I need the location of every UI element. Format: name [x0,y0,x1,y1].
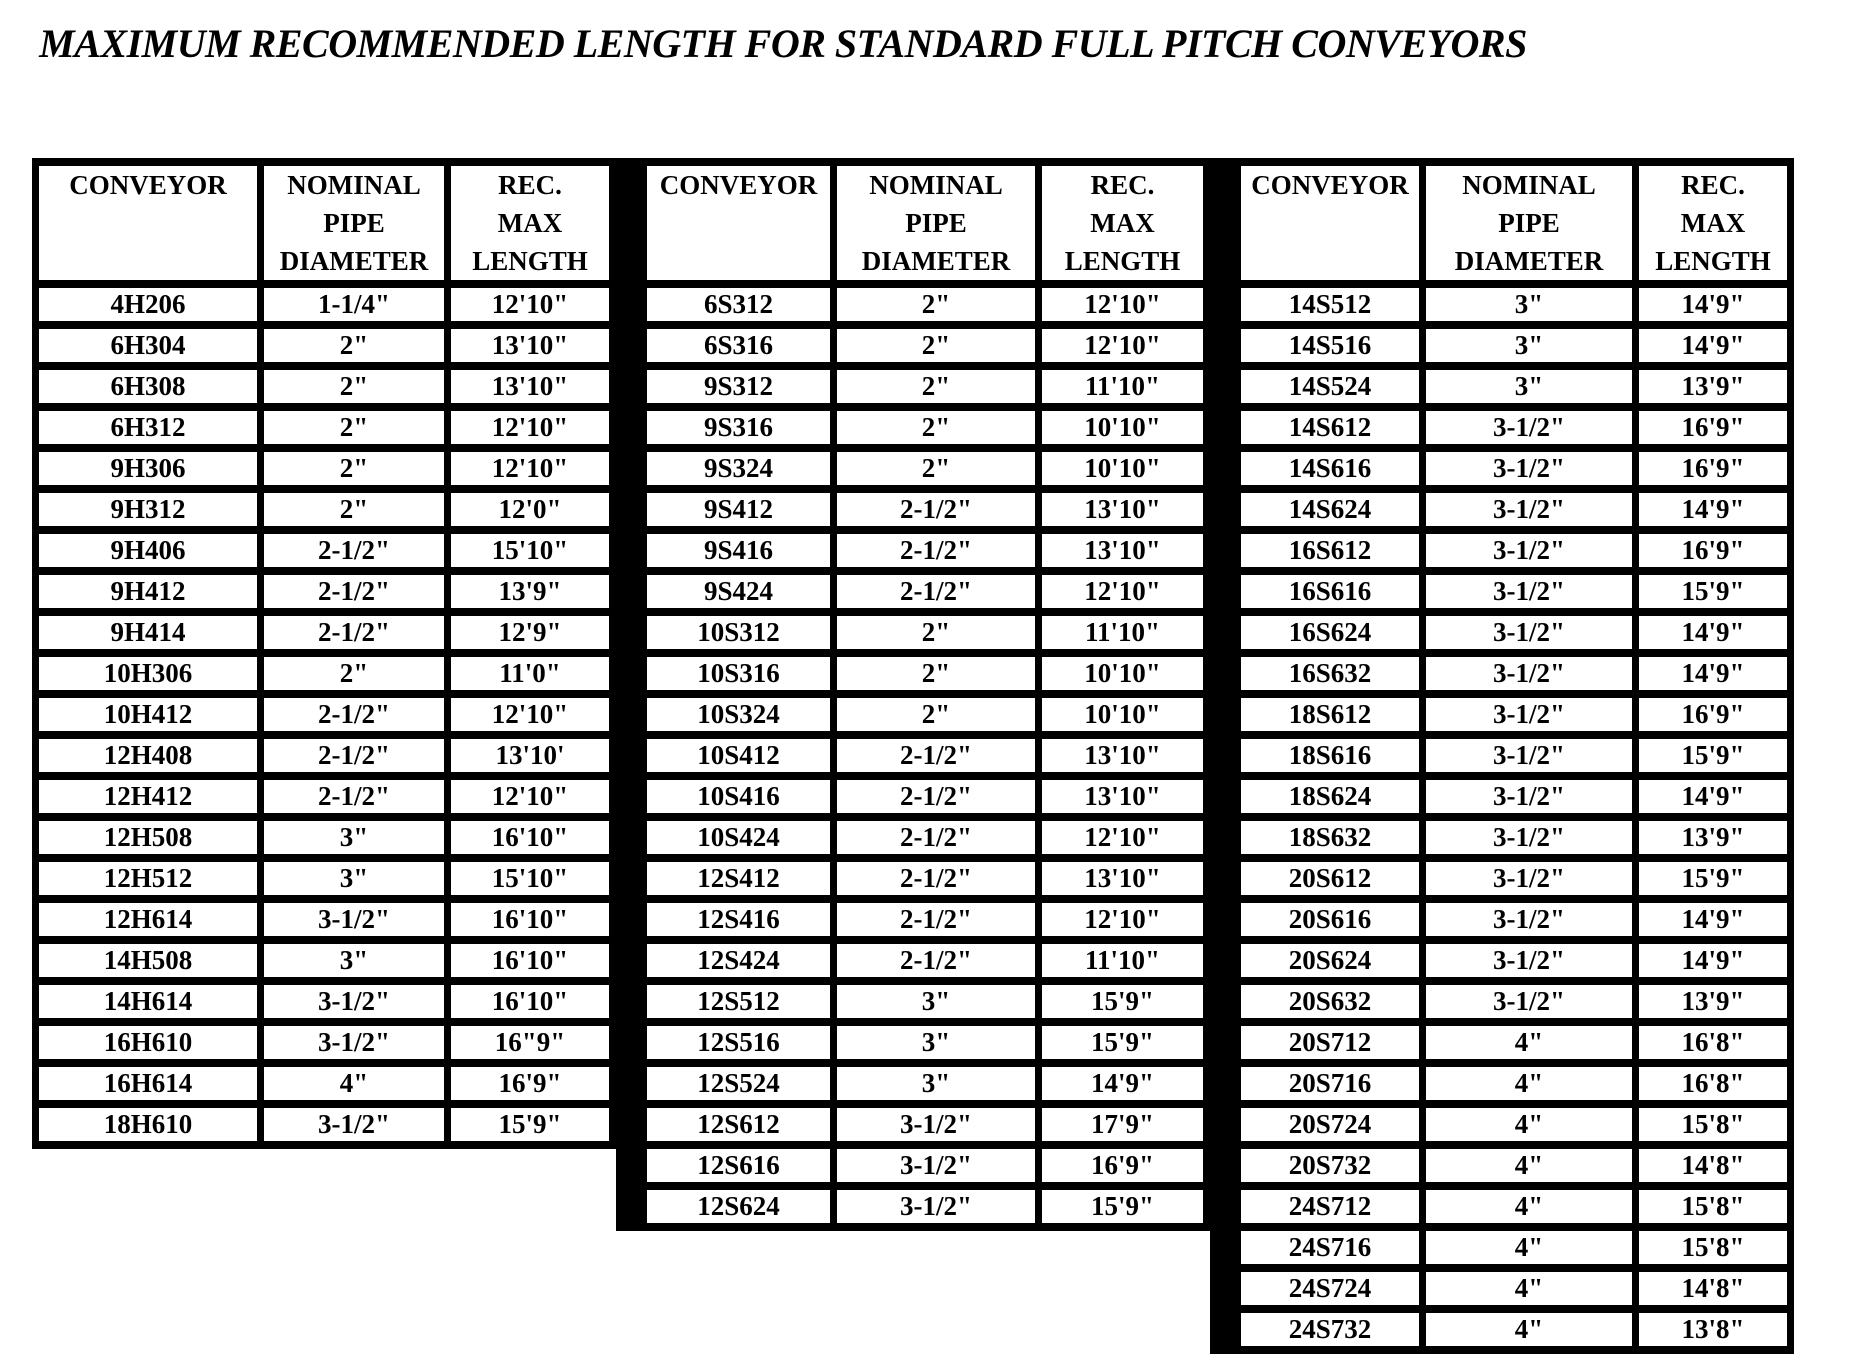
length-cell: 17'9" [1039,1104,1207,1145]
length-cell: 15'9" [1039,1186,1207,1227]
length-cell: 12'10" [448,284,613,325]
conveyor-cell: 12S516 [644,1022,834,1063]
table-row [1238,694,1791,735]
length-cell: 15'10" [448,530,613,571]
table-row [644,366,1207,407]
conveyor-cell: 18S632 [1238,817,1423,858]
table-row [644,325,1207,366]
length-cell: 15'8" [1636,1104,1791,1145]
diameter-cell: 3-1/2" [261,1022,448,1063]
diameter-cell: 2-1/2" [834,571,1039,612]
conveyor-cell: 10H306 [36,653,261,694]
table-row [1238,899,1791,940]
table-row [1238,1104,1791,1145]
diameter-cell: 2" [834,407,1039,448]
length-cell: 12'10" [448,407,613,448]
length-cell: 13'9" [1636,366,1791,407]
diameter-cell: 3-1/2" [1423,858,1636,899]
length-cell: 12'10" [1039,325,1207,366]
diameter-cell: 3-1/2" [1423,448,1636,489]
conveyor-cell: 10S412 [644,735,834,776]
conveyor-cell: 9H312 [36,489,261,530]
table-row [644,284,1207,325]
diameter-header: NOMINAL PIPE DIAMETER [834,162,1039,284]
table-row [36,448,613,489]
diameter-cell: 2-1/2" [261,530,448,571]
table-row [36,530,613,571]
length-cell: 16'9" [1636,694,1791,735]
diameter-cell: 3" [834,1063,1039,1104]
table-group-3 [1234,158,1794,1354]
diameter-cell: 3-1/2" [1423,776,1636,817]
diameter-cell: 3-1/2" [1423,571,1636,612]
table-row [36,817,613,858]
conveyor-cell: 9S324 [644,448,834,489]
length-cell: 15'9" [448,1104,613,1145]
diameter-cell: 4" [1423,1268,1636,1309]
table-row [1238,1268,1791,1309]
table-row [36,940,613,981]
conveyor-cell: 16S632 [1238,653,1423,694]
length-cell: 13'10" [448,325,613,366]
conveyor-cell: 16S616 [1238,571,1423,612]
conveyor-cell: 6H312 [36,407,261,448]
diameter-cell: 2-1/2" [834,817,1039,858]
conveyor-cell: 12H512 [36,858,261,899]
conveyor-header: CONVEYOR [36,162,261,284]
table-row [36,612,613,653]
length-cell: 16'8" [1636,1063,1791,1104]
table-row [644,407,1207,448]
diameter-cell: 2-1/2" [834,858,1039,899]
length-cell: 16'10" [448,940,613,981]
table-row [1238,612,1791,653]
table-row [36,1022,613,1063]
conveyor-cell: 20S612 [1238,858,1423,899]
table-row [644,694,1207,735]
conveyor-cell: 6H304 [36,325,261,366]
table-row [644,489,1207,530]
conveyor-cell: 10S316 [644,653,834,694]
conveyor-cell: 12S624 [644,1186,834,1227]
length-cell: 14'8" [1636,1268,1791,1309]
diameter-cell: 3-1/2" [1423,817,1636,858]
table-row [644,1022,1207,1063]
diameter-cell: 3-1/2" [1423,735,1636,776]
conveyor-cell: 14S624 [1238,489,1423,530]
table-row [644,817,1207,858]
diameter-cell: 3-1/2" [261,981,448,1022]
length-cell: 13'10" [1039,776,1207,817]
diameter-cell: 2-1/2" [261,612,448,653]
table-row [1238,407,1791,448]
diameter-cell: 2-1/2" [834,776,1039,817]
diameter-cell: 2-1/2" [261,694,448,735]
conveyor-cell: 9H412 [36,571,261,612]
table-row [36,858,613,899]
diameter-cell: 4" [1423,1186,1636,1227]
length-cell: 14'9" [1039,1063,1207,1104]
length-cell: 15'10" [448,858,613,899]
table-row [1238,776,1791,817]
conveyor-cell: 16S624 [1238,612,1423,653]
length-cell: 14'9" [1636,325,1791,366]
length-cell: 12'10" [1039,817,1207,858]
diameter-cell: 2" [834,694,1039,735]
conveyor-cell: 14S516 [1238,325,1423,366]
table-row [1238,940,1791,981]
diameter-cell: 3-1/2" [261,1104,448,1145]
diameter-cell: 2" [261,366,448,407]
table-row [36,981,613,1022]
conveyor-cell: 20S724 [1238,1104,1423,1145]
length-cell: 12'10" [1039,284,1207,325]
diameter-cell: 3" [1423,284,1636,325]
length-cell: 16'9" [448,1063,613,1104]
conveyor-cell: 12S416 [644,899,834,940]
length-cell: 16'9" [1636,407,1791,448]
diameter-cell: 3-1/2" [1423,530,1636,571]
length-cell: 15'9" [1636,735,1791,776]
conveyor-cell: 4H206 [36,284,261,325]
length-cell: 13'8" [1636,1309,1791,1350]
diameter-cell: 4" [1423,1022,1636,1063]
table-row [1238,1227,1791,1268]
conveyor-cell: 18S612 [1238,694,1423,735]
length-cell: 16'9" [1039,1145,1207,1186]
length-cell: 14'9" [1636,612,1791,653]
conveyor-cell: 20S632 [1238,981,1423,1022]
length-cell: 16'10" [448,899,613,940]
conveyor-cell: 12S524 [644,1063,834,1104]
table-row [1238,1063,1791,1104]
length-header: REC. MAX LENGTH [1039,162,1207,284]
length-cell: 10'10" [1039,448,1207,489]
conveyor-cell: 6S316 [644,325,834,366]
length-cell: 12'10" [448,694,613,735]
diameter-cell: 4" [1423,1227,1636,1268]
conveyor-cell: 6H308 [36,366,261,407]
table-row [1238,817,1791,858]
diameter-cell: 2-1/2" [834,530,1039,571]
table-row [1238,366,1791,407]
length-cell: 15'9" [1636,858,1791,899]
conveyor-cell: 12S616 [644,1145,834,1186]
diameter-cell: 2" [834,448,1039,489]
diameter-header: NOMINAL PIPE DIAMETER [261,162,448,284]
diameter-cell: 4" [1423,1104,1636,1145]
conveyor-cell: 10S312 [644,612,834,653]
length-cell: 13'10" [448,366,613,407]
table-row [1238,1145,1791,1186]
length-cell: 14'8" [1636,1145,1791,1186]
diameter-cell: 2-1/2" [261,735,448,776]
length-cell: 10'10" [1039,653,1207,694]
diameter-cell: 2" [261,407,448,448]
table-row [644,653,1207,694]
conveyor-cell: 12H408 [36,735,261,776]
diameter-cell: 1-1/4" [261,284,448,325]
conveyor-cell: 14H508 [36,940,261,981]
conveyor-cell: 16S612 [1238,530,1423,571]
table-row [36,694,613,735]
table-row [1238,653,1791,694]
length-cell: 12'10" [448,776,613,817]
table-row [644,1104,1207,1145]
table-row [36,735,613,776]
table-row [1238,489,1791,530]
diameter-cell: 2" [834,325,1039,366]
diameter-cell: 3-1/2" [1423,612,1636,653]
length-cell: 12'9" [448,612,613,653]
conveyor-cell: 10S416 [644,776,834,817]
table-row [36,899,613,940]
conveyor-cell: 10H412 [36,694,261,735]
conveyor-cell: 24S716 [1238,1227,1423,1268]
length-cell: 14'9" [1636,284,1791,325]
length-cell: 15'8" [1636,1186,1791,1227]
length-cell: 14'9" [1636,489,1791,530]
conveyor-cell: 24S724 [1238,1268,1423,1309]
conveyor-cell: 9S416 [644,530,834,571]
length-header: REC. MAX LENGTH [448,162,613,284]
length-cell: 15'9" [1636,571,1791,612]
length-cell: 14'9" [1636,653,1791,694]
conveyor-cell: 12S424 [644,940,834,981]
conveyor-cell: 20S712 [1238,1022,1423,1063]
table-row [644,981,1207,1022]
conveyor-cell: 18H610 [36,1104,261,1145]
diameter-cell: 3" [834,981,1039,1022]
table-row [1238,1022,1791,1063]
diameter-cell: 3" [261,817,448,858]
diameter-cell: 2-1/2" [834,899,1039,940]
length-cell: 13'10" [1039,489,1207,530]
page-title: MAXIMUM RECOMMENDED LENGTH FOR STANDARD FULL PITCH CONVEYORS [39,21,1527,66]
table-row [644,735,1207,776]
table-row [1238,284,1791,325]
conveyor-cell: 6S312 [644,284,834,325]
conveyor-cell: 18S624 [1238,776,1423,817]
length-cell: 11'0" [448,653,613,694]
conveyor-cell: 12H508 [36,817,261,858]
table-row [36,366,613,407]
length-cell: 15'8" [1636,1227,1791,1268]
table-row [1238,1186,1791,1227]
diameter-cell: 3" [834,1022,1039,1063]
table-group-divider [616,158,640,1231]
table-row [1238,735,1791,776]
diameter-cell: 3-1/2" [1423,694,1636,735]
conveyor-cell: 16H614 [36,1063,261,1104]
diameter-cell: 2" [834,612,1039,653]
header-row [644,162,1207,284]
table-row [644,1145,1207,1186]
diameter-cell: 3-1/2" [261,899,448,940]
table-row [36,776,613,817]
table-row [1238,1309,1791,1350]
diameter-cell: 4" [1423,1309,1636,1350]
length-cell: 16'9" [1636,530,1791,571]
length-cell: 12'0" [448,489,613,530]
diameter-cell: 4" [1423,1063,1636,1104]
diameter-cell: 3-1/2" [1423,899,1636,940]
table-row [644,899,1207,940]
table-row [644,571,1207,612]
diameter-cell: 3" [1423,325,1636,366]
diameter-cell: 2-1/2" [261,571,448,612]
diameter-cell: 2" [261,448,448,489]
table-row [36,489,613,530]
table-row [1238,530,1791,571]
table-row [1238,858,1791,899]
conveyor-cell: 24S712 [1238,1186,1423,1227]
table-row [36,1063,613,1104]
length-cell: 11'10" [1039,366,1207,407]
diameter-cell: 2-1/2" [834,489,1039,530]
diameter-cell: 3" [261,858,448,899]
diameter-cell: 3-1/2" [1423,940,1636,981]
conveyor-cell: 12H614 [36,899,261,940]
conveyor-cell: 12S412 [644,858,834,899]
diameter-cell: 2" [834,366,1039,407]
length-cell: 15'9" [1039,981,1207,1022]
length-cell: 13'9" [448,571,613,612]
diameter-cell: 3" [1423,366,1636,407]
length-cell: 11'10" [1039,612,1207,653]
conveyor-cell: 10S324 [644,694,834,735]
conveyor-cell: 14S612 [1238,407,1423,448]
table-row [1238,981,1791,1022]
length-cell: 12'10" [1039,899,1207,940]
conveyor-cell: 9H414 [36,612,261,653]
diameter-cell: 3-1/2" [1423,407,1636,448]
diameter-cell: 4" [1423,1145,1636,1186]
table-row [36,284,613,325]
length-cell: 16'9" [1636,448,1791,489]
length-cell: 12'10" [1039,571,1207,612]
diameter-cell: 3-1/2" [1423,489,1636,530]
conveyor-cell: 20S624 [1238,940,1423,981]
length-cell: 15'9" [1039,1022,1207,1063]
table-row [1238,325,1791,366]
conveyor-cell: 20S616 [1238,899,1423,940]
length-header: REC. MAX LENGTH [1636,162,1791,284]
table-row [1238,448,1791,489]
length-cell: 13'9" [1636,817,1791,858]
table-row [36,325,613,366]
conveyor-cell: 9S316 [644,407,834,448]
table-row [644,776,1207,817]
length-cell: 13'10" [1039,530,1207,571]
conveyor-cell: 10S424 [644,817,834,858]
length-cell: 13'10" [1039,858,1207,899]
conveyor-cell: 12S612 [644,1104,834,1145]
conveyor-cell: 9S412 [644,489,834,530]
table-row [644,940,1207,981]
conveyor-header: CONVEYOR [644,162,834,284]
length-cell: 10'10" [1039,407,1207,448]
conveyor-cell: 14S524 [1238,366,1423,407]
table-row [644,1186,1207,1227]
diameter-cell: 2" [261,653,448,694]
table-row [644,858,1207,899]
diameter-cell: 2" [834,653,1039,694]
table-row [1238,571,1791,612]
table-row [644,448,1207,489]
table-row [644,612,1207,653]
conveyor-cell: 9H406 [36,530,261,571]
table-row [36,653,613,694]
conveyor-cell: 20S732 [1238,1145,1423,1186]
table-group-2 [640,158,1210,1231]
diameter-cell: 3-1/2" [834,1186,1039,1227]
diameter-cell: 2" [261,489,448,530]
length-cell: 10'10" [1039,694,1207,735]
conveyor-cell: 9S312 [644,366,834,407]
length-cell: 13'9" [1636,981,1791,1022]
length-cell: 13'10' [448,735,613,776]
header-row [36,162,613,284]
diameter-cell: 3-1/2" [834,1104,1039,1145]
table-group-1 [32,158,616,1149]
table-row [644,1063,1207,1104]
diameter-cell: 4" [261,1063,448,1104]
diameter-cell: 3" [261,940,448,981]
conveyor-cell: 9S424 [644,571,834,612]
length-cell: 16'8" [1636,1022,1791,1063]
length-cell: 14'9" [1636,899,1791,940]
diameter-cell: 2-1/2" [834,940,1039,981]
diameter-cell: 2-1/2" [261,776,448,817]
length-cell: 14'9" [1636,940,1791,981]
conveyor-cell: 18S616 [1238,735,1423,776]
diameter-cell: 3-1/2" [1423,981,1636,1022]
length-cell: 11'10" [1039,940,1207,981]
conveyor-cell: 14S512 [1238,284,1423,325]
conveyor-tables [32,158,1794,1354]
table-row [36,571,613,612]
diameter-cell: 3-1/2" [1423,653,1636,694]
conveyor-cell: 20S716 [1238,1063,1423,1104]
length-cell: 14'9" [1636,776,1791,817]
table-row [644,530,1207,571]
diameter-cell: 2-1/2" [834,735,1039,776]
table-row [36,407,613,448]
diameter-cell: 2" [261,325,448,366]
length-cell: 16"9" [448,1022,613,1063]
conveyor-cell: 9H306 [36,448,261,489]
length-cell: 13'10" [1039,735,1207,776]
diameter-cell: 3-1/2" [834,1145,1039,1186]
conveyor-cell: 24S732 [1238,1309,1423,1350]
length-cell: 16'10" [448,981,613,1022]
conveyor-cell: 14S616 [1238,448,1423,489]
diameter-header: NOMINAL PIPE DIAMETER [1423,162,1636,284]
conveyor-cell: 14H614 [36,981,261,1022]
conveyor-header: CONVEYOR [1238,162,1423,284]
table-row [36,1104,613,1145]
length-cell: 16'10" [448,817,613,858]
conveyor-cell: 12H412 [36,776,261,817]
conveyor-cell: 16H610 [36,1022,261,1063]
table-group-divider [1210,158,1234,1354]
length-cell: 12'10" [448,448,613,489]
header-row [1238,162,1791,284]
diameter-cell: 2" [834,284,1039,325]
conveyor-cell: 12S512 [644,981,834,1022]
